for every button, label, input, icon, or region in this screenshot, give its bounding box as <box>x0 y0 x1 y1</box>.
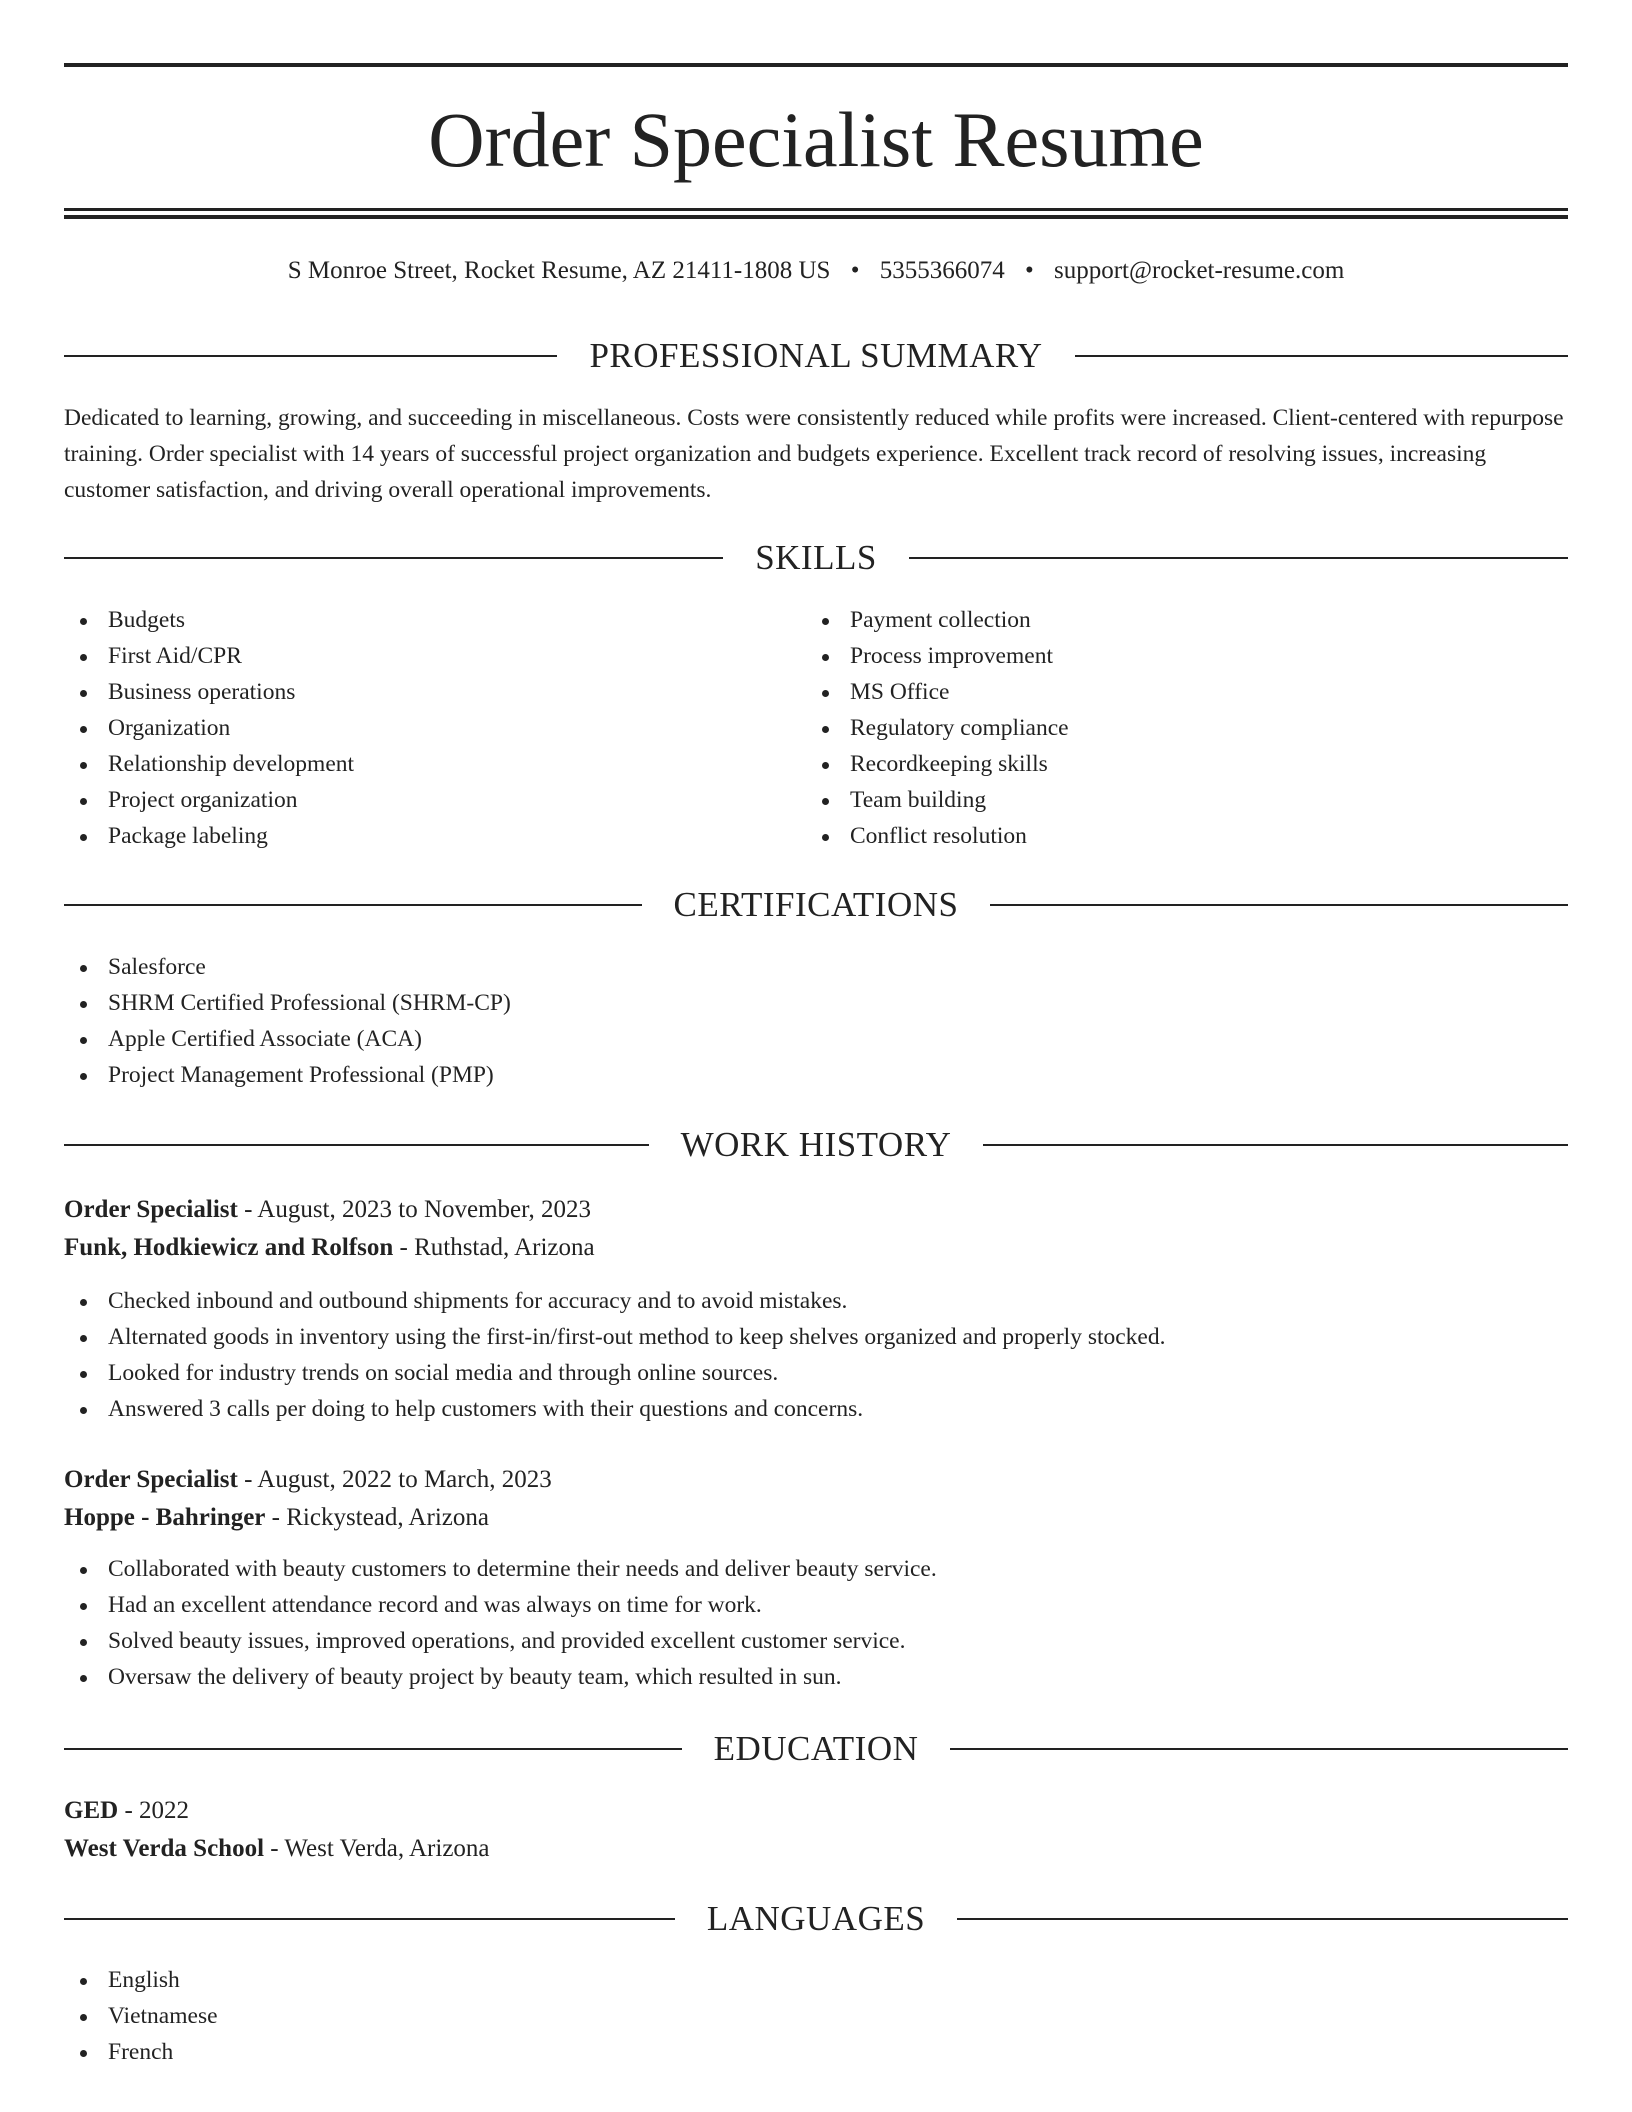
education-school: West Verda School <box>64 1835 265 1862</box>
job-location: - Rickystead, Arizona <box>265 1504 489 1531</box>
skill-item: Conflict resolution <box>806 818 1506 854</box>
certification-item: SHRM Certified Professional (SHRM-CP) <box>64 985 1568 1021</box>
job-company-line <box>64 1229 1568 1267</box>
certifications-list <box>64 949 1568 1093</box>
section-heading-work-history <box>64 1123 1568 1167</box>
resume-title: Order Specialist Resume <box>428 96 1204 183</box>
skills-column-right <box>806 602 1506 854</box>
job-bullet: Checked inbound and outbound shipments for accuracy and to avoid mistakes. <box>64 1283 1568 1319</box>
section-heading-skills <box>64 536 1568 580</box>
job-dates: - August, 2023 to November, 2023 <box>237 1196 591 1223</box>
certification-item: Salesforce <box>64 949 1568 985</box>
skill-item: MS Office <box>806 674 1506 710</box>
contact-line <box>64 254 1568 288</box>
skills-column-left <box>64 602 764 854</box>
skill-item: Process improvement <box>806 638 1506 674</box>
job-title: Order Specialist <box>64 1196 238 1223</box>
section-heading-summary <box>64 334 1568 378</box>
education-degree: GED <box>64 1797 119 1824</box>
skill-item: Package labeling <box>64 818 764 854</box>
skill-item: Team building <box>806 782 1506 818</box>
job-company: Hoppe - Bahringer <box>64 1504 266 1531</box>
skill-item: Organization <box>64 710 764 746</box>
job-bullet: Answered 3 calls per doing to help customers with their questions and concerns. <box>64 1391 1568 1427</box>
skill-item: Business operations <box>64 674 764 710</box>
skill-item: Budgets <box>64 602 764 638</box>
skill-item: Payment collection <box>806 602 1506 638</box>
section-title: SKILLS <box>755 538 877 577</box>
job-bullet: Collaborated with beauty customers to determine their needs and deliver beauty service. <box>64 1551 1568 1587</box>
certification-item: Project Management Professional (PMP) <box>64 1057 1568 1093</box>
top-rule <box>64 63 1568 67</box>
job-dates: - August, 2022 to March, 2023 <box>237 1466 552 1493</box>
education-degree-line <box>64 1792 1568 1830</box>
job-title-line <box>64 1191 1568 1229</box>
contact-phone: 5355366074 <box>879 257 1005 284</box>
language-item: English <box>64 1962 1568 1998</box>
contact-address: S Monroe Street, Rocket Resume, AZ 21411-1808 US <box>287 257 831 284</box>
contact-email[interactable]: support@rocket-resume.com <box>1054 257 1345 284</box>
education-location: - West Verda, Arizona <box>264 1835 490 1862</box>
education-entry <box>64 1792 1568 1868</box>
education-school-line <box>64 1830 1568 1868</box>
languages-list <box>64 1962 1568 2070</box>
skills-list <box>64 602 1568 862</box>
section-heading-certifications <box>64 883 1568 927</box>
section-heading-education <box>64 1727 1568 1771</box>
job-bullet: Looked for industry trends on social media and through online sources. <box>64 1355 1568 1391</box>
certification-item: Apple Certified Associate (ACA) <box>64 1021 1568 1057</box>
job-entry <box>64 1191 1568 1427</box>
skill-item: Regulatory compliance <box>806 710 1506 746</box>
job-bullet: Alternated goods in inventory using the first-in/first-out method to keep shelves organized and properly stocked. <box>64 1319 1568 1355</box>
summary-text: Dedicated to learning, growing, and succeeding in miscellaneous. Costs were consistently reduced while profits were increased. Client-centered with repurpose training. Order specialist with 14 years of successful project organization and budgets experience. Excellent track record of resolving issues, increasing customer satisfaction, and driving overall operational improvements. <box>64 405 1564 503</box>
section-title: PROFESSIONAL SUMMARY <box>589 336 1043 375</box>
job-bullet: Solved beauty issues, improved operations, and provided excellent customer service. <box>64 1623 1568 1659</box>
contact-separator: • <box>850 257 860 284</box>
job-bullet: Had an excellent attendance record and was always on time for work. <box>64 1587 1568 1623</box>
job-bullets <box>64 1283 1568 1427</box>
title-double-rule <box>64 208 1568 220</box>
contact-separator: • <box>1024 257 1034 284</box>
section-title: EDUCATION <box>713 1729 919 1768</box>
skill-item: Relationship development <box>64 746 764 782</box>
job-company: Funk, Hodkiewicz and Rolfson <box>64 1234 394 1261</box>
job-location: - Ruthstad, Arizona <box>393 1234 595 1261</box>
skill-item: Project organization <box>64 782 764 818</box>
skill-item: Recordkeeping skills <box>806 746 1506 782</box>
language-item: Vietnamese <box>64 1998 1568 2034</box>
job-entry <box>64 1461 1568 1695</box>
section-title: CERTIFICATIONS <box>673 885 959 924</box>
skill-item: First Aid/CPR <box>64 638 764 674</box>
job-title: Order Specialist <box>64 1466 238 1493</box>
language-item: French <box>64 2034 1568 2070</box>
section-title: WORK HISTORY <box>680 1125 952 1164</box>
section-title: LANGUAGES <box>706 1899 926 1938</box>
job-title-line <box>64 1461 1568 1499</box>
job-company-line <box>64 1499 1568 1537</box>
education-year: - 2022 <box>118 1797 190 1824</box>
job-bullet: Oversaw the delivery of beauty project by beauty team, which resulted in sun. <box>64 1659 1568 1695</box>
job-bullets <box>64 1551 1568 1695</box>
section-heading-languages <box>64 1897 1568 1941</box>
